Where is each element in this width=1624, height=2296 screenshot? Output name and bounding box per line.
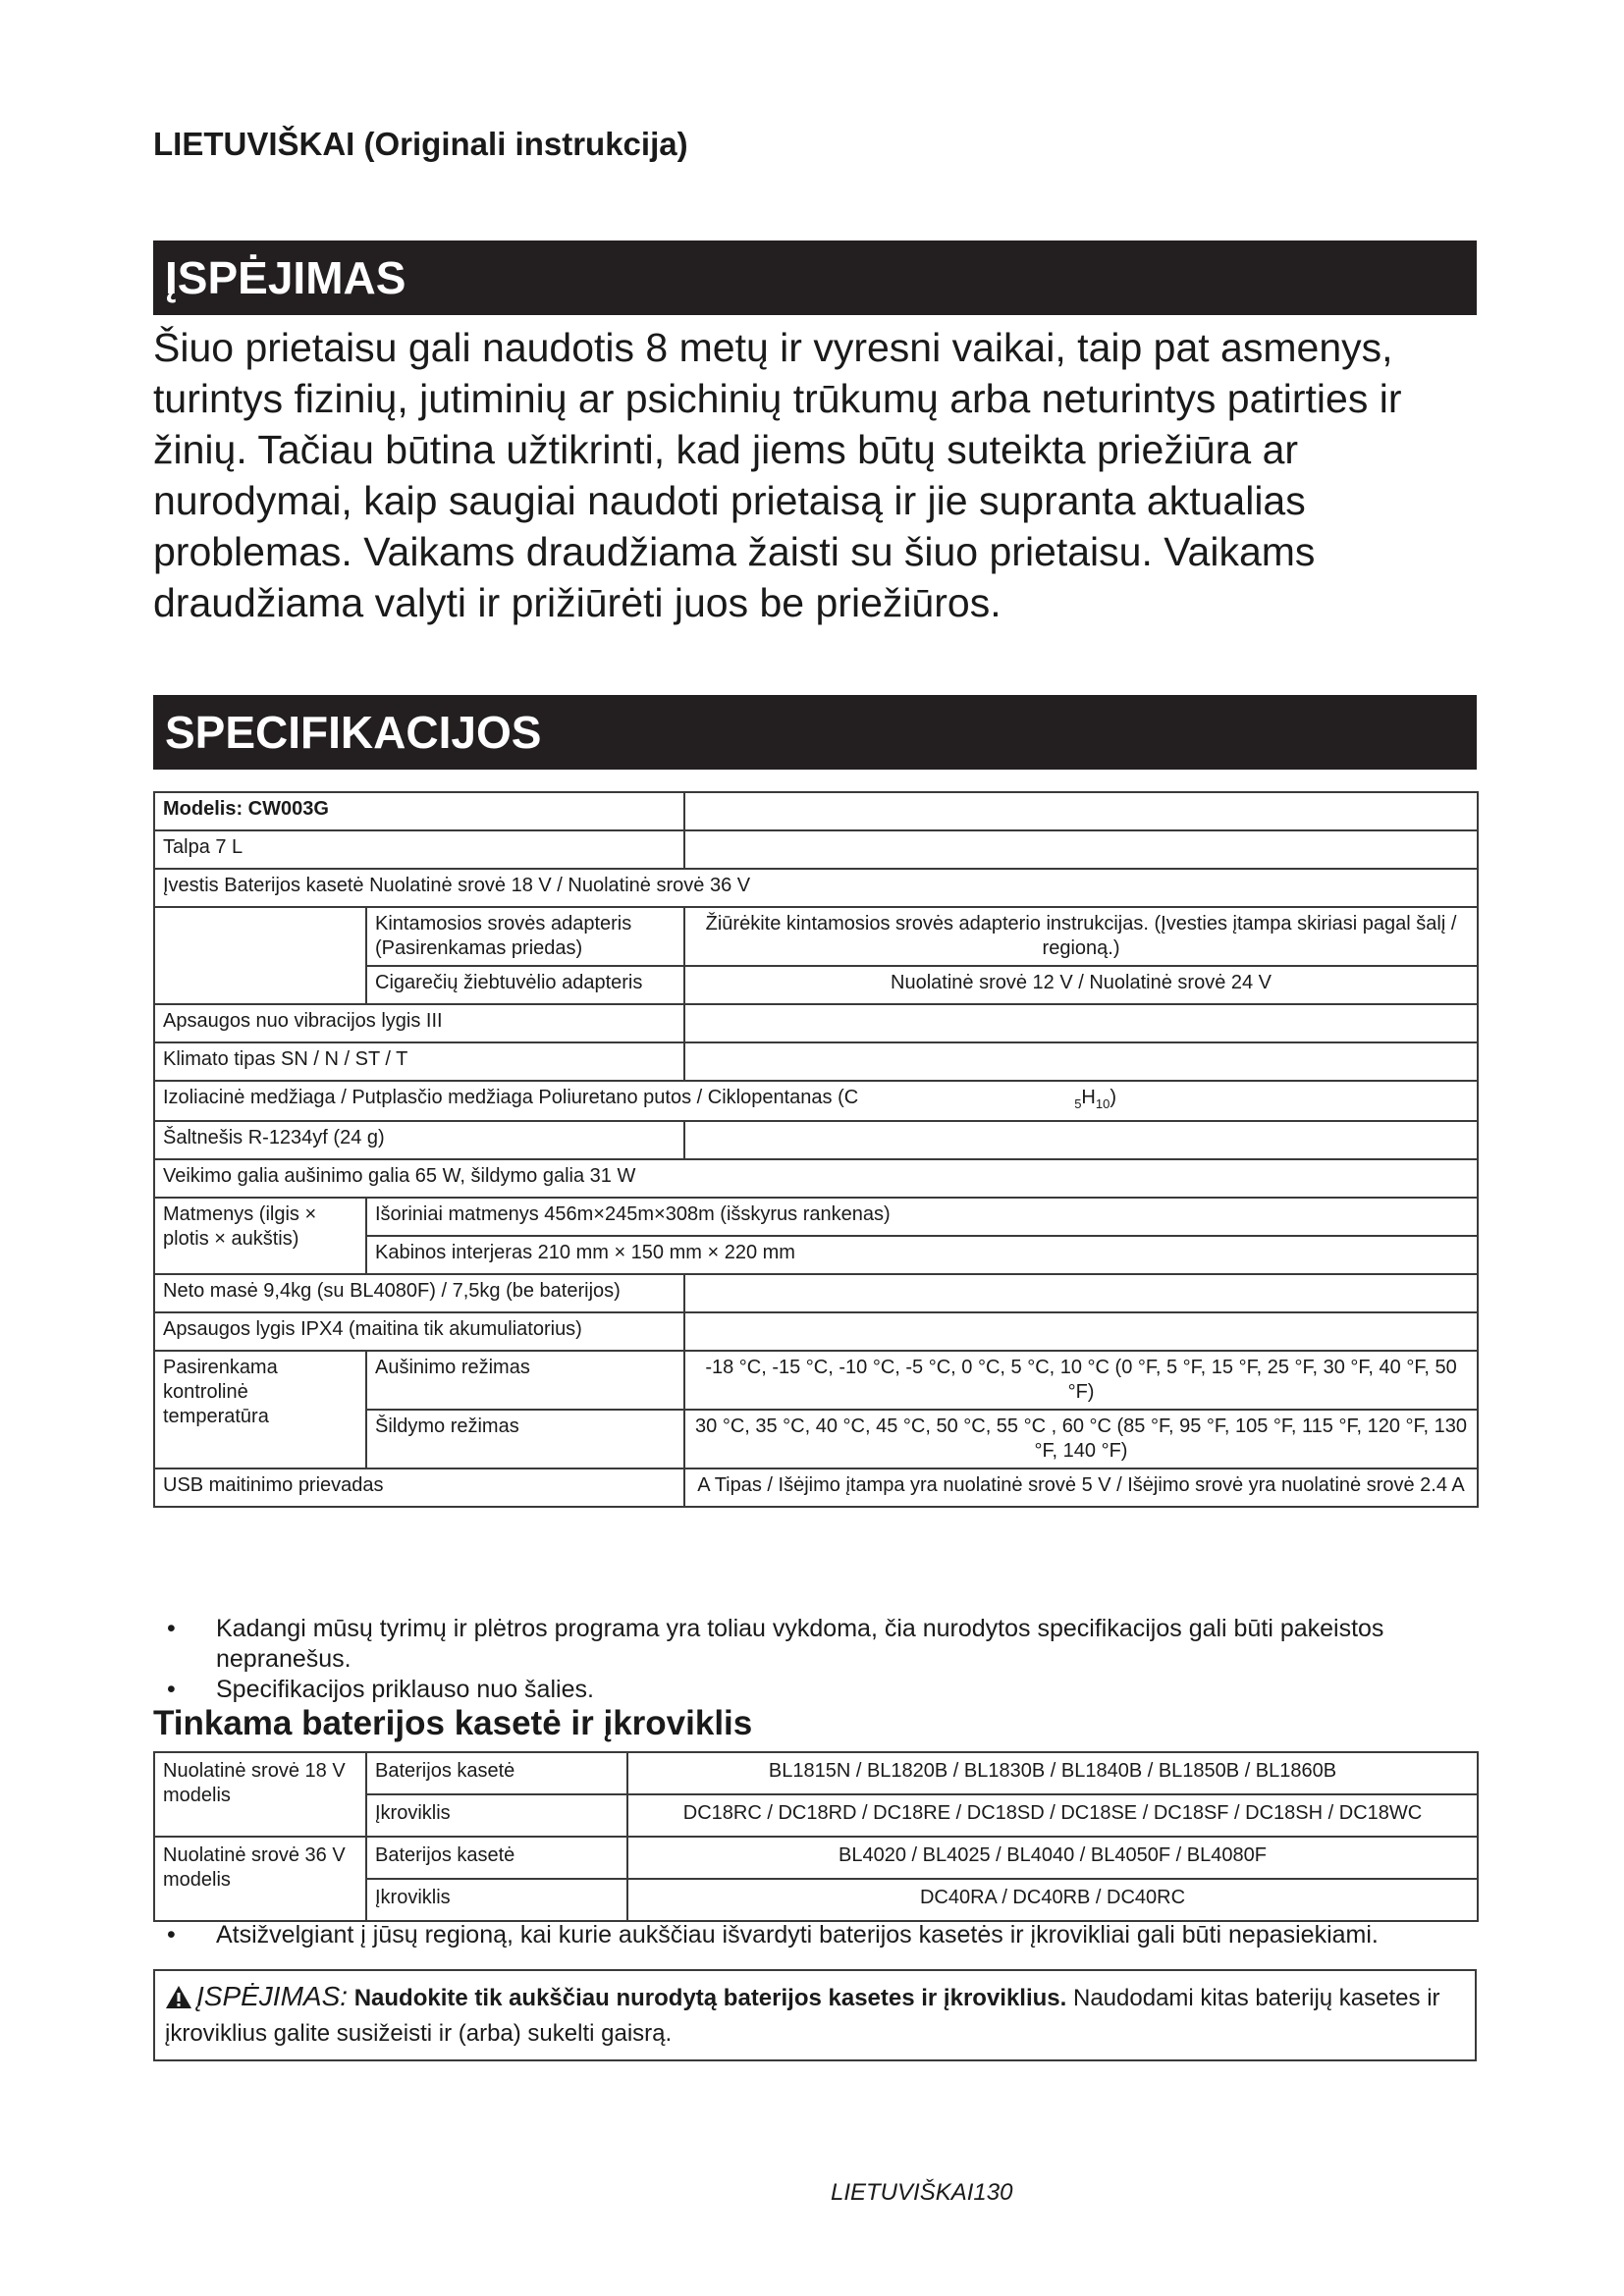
table-row bbox=[154, 1081, 1478, 1121]
empty-cell bbox=[154, 907, 366, 966]
insulation-subscript-c: 5 bbox=[1074, 1096, 1082, 1111]
region-notes bbox=[153, 1920, 1489, 1950]
battery-36v-list: BL4020 / BL4025 / BL4040 / BL4050F / BL4080F bbox=[627, 1837, 1478, 1879]
outer-dimensions-cell: Išoriniai matmenys 456m×245m×308m (išskyrus rankenas) bbox=[366, 1198, 1478, 1236]
insulation-cell bbox=[154, 1081, 1478, 1121]
empty-cell bbox=[684, 792, 1478, 830]
dimensions-label: Matmenys (ilgis × plotis × aukštis) bbox=[154, 1198, 366, 1274]
battery-charger-table bbox=[153, 1751, 1479, 1922]
input-battery-cell: Įvestis Baterijos kasetė Nuolatinė srovė 18 V / Nuolatinė srovė 36 V bbox=[154, 869, 1478, 907]
table-row bbox=[154, 1274, 1478, 1312]
net-mass-cell: Neto masė 9,4kg (su BL4080F) / 7,5kg (be baterijos) bbox=[154, 1274, 684, 1312]
cooling-mode-label: Aušinimo režimas bbox=[366, 1351, 684, 1410]
insulation-subscript-h: 10 bbox=[1095, 1096, 1110, 1111]
table-row bbox=[154, 1042, 1478, 1081]
cigarette-adapter-value: Nuolatinė srovė 12 V / Nuolatinė srovė 24 V bbox=[684, 966, 1478, 1004]
empty-cell bbox=[684, 1004, 1478, 1042]
table-row bbox=[154, 1752, 1478, 1794]
warning-banner: ĮSPĖJIMAS bbox=[153, 240, 1477, 315]
usb-port-label: USB maitinimo prievadas bbox=[154, 1468, 684, 1507]
model-cell: Modelis: CW003G bbox=[154, 792, 684, 830]
charger-label: Įkroviklis bbox=[366, 1794, 627, 1837]
heating-mode-label: Šildymo režimas bbox=[366, 1410, 684, 1468]
empty-cell bbox=[684, 1274, 1478, 1312]
insulation-h: H bbox=[1081, 1087, 1096, 1108]
table-row bbox=[154, 1312, 1478, 1351]
warning-triangle-icon bbox=[165, 1985, 192, 2018]
caution-box bbox=[153, 1969, 1477, 2061]
insulation-text: Izoliacinė medžiaga / Putplasčio medžiaga Poliuretano putos / Ciklopentanas (C bbox=[163, 1087, 859, 1108]
vibration-cell: Apsaugos nuo vibracijos lygis III bbox=[154, 1004, 684, 1042]
table-row bbox=[154, 1159, 1478, 1198]
group-18v-label: Nuolatinė srovė 18 V modelis bbox=[154, 1752, 366, 1837]
empty-cell bbox=[684, 1312, 1478, 1351]
ac-adapter-value: Žiūrėkite kintamosios srovės adapterio instrukcijas. (Įvesties įtampa skiriasi pagal šalį / regioną.) bbox=[684, 907, 1478, 966]
language-heading: LIETUVIŠKAI (Originali instrukcija) bbox=[153, 126, 688, 162]
usb-port-value: A Tipas / Išėjimo įtampa yra nuolatinė srovė 5 V / Išėjimo srovė yra nuolatinė srovė 2.4 A bbox=[684, 1468, 1478, 1507]
empty-cell bbox=[154, 966, 366, 1004]
protection-cell: Apsaugos lygis IPX4 (maitina tik akumuliatorius) bbox=[154, 1312, 684, 1351]
note-text: Specifikacijos priklauso nuo šalies. bbox=[216, 1676, 594, 1703]
specifications-table bbox=[153, 791, 1479, 1508]
caution-text: Naudodami kitas baterijų kasetes ir įkroviklius galite susižeisti ir (arba) sukelti gaisrą. bbox=[165, 1985, 1440, 2047]
ac-adapter-label: Kintamosios srovės adapteris (Pasirenkamas priedas) bbox=[366, 907, 684, 966]
table-row bbox=[154, 1351, 1478, 1410]
group-36v-label: Nuolatinė srovė 36 V modelis bbox=[154, 1837, 366, 1921]
list-item: • Specifikacijos priklauso nuo šalies. bbox=[167, 1676, 594, 1703]
warning-paragraph: Šiuo prietaisu gali naudotis 8 metų ir vyresni vaikai, taip pat asmenys, turintys fizinių, jutiminių ar psichinių trūkumų arba neturintys patirties ir žinių. Tačiau būtina užtikrinti, kad jiems būtų suteikta priežiūra ar nurodymai, kaip saugiai naudoti prietaisą ir jie supranta aktualias problemas. Vaikams draudžiama žaisti su šiuo prietaisu. Vaikams draudžiama valyti ir prižiūrėti juos be priežiūros. bbox=[153, 325, 1402, 625]
table-row bbox=[154, 869, 1478, 907]
table-row bbox=[154, 1198, 1478, 1236]
table-row bbox=[154, 1121, 1478, 1159]
page-footer: LIETUVIŠKAI130 bbox=[831, 2179, 1013, 2206]
insulation-end: ) bbox=[1110, 1087, 1117, 1108]
caution-label: ĮSPĖJIMAS: bbox=[196, 1981, 349, 2011]
table-row bbox=[154, 1468, 1478, 1507]
charger-label: Įkroviklis bbox=[366, 1879, 627, 1921]
refrigerant-cell: Šaltnešis R-1234yf (24 g) bbox=[154, 1121, 684, 1159]
specifications-banner: SPECIFIKACIJOS bbox=[153, 695, 1477, 770]
battery-heading: Tinkama baterijos kasetė ir įkroviklis bbox=[153, 1704, 753, 1742]
heating-mode-value: 30 °C, 35 °C, 40 °C, 45 °C, 50 °C, 55 °C , 60 °C (85 °F, 95 °F, 105 °F, 115 °F, 120 °F, 130 °F, 140 °F) bbox=[684, 1410, 1478, 1468]
table-row bbox=[154, 1004, 1478, 1042]
spec-notes bbox=[153, 1614, 1489, 1705]
cooling-mode-value: -18 °C, -15 °C, -10 °C, -5 °C, 0 °C, 5 °C, 10 °C (0 °F, 5 °F, 15 °F, 25 °F, 30 °F, 40 °F, 50 °F) bbox=[684, 1351, 1478, 1410]
temperature-label: Pasirenkama kontrolinė temperatūra bbox=[154, 1351, 366, 1468]
list-item: • Kadangi mūsų tyrimų ir plėtros programa yra toliau vykdoma, čia nurodytos specifikacijos gali būti pakeistos nepranešus. bbox=[167, 1615, 1384, 1673]
charger-36v-list: DC40RA / DC40RB / DC40RC bbox=[627, 1879, 1478, 1921]
list-item: • Atsižvelgiant į jūsų regioną, kai kurie aukščiau išvardyti baterijos kasetės ir įkrovikliai gali būti nepasiekiami. bbox=[167, 1921, 1379, 1949]
climate-cell: Klimato tipas SN / N / ST / T bbox=[154, 1042, 684, 1081]
power-cell: Veikimo galia aušinimo galia 65 W, šildymo galia 31 W bbox=[154, 1159, 1478, 1198]
empty-cell bbox=[684, 1121, 1478, 1159]
inner-dimensions-cell: Kabinos interjeras 210 mm × 150 mm × 220 mm bbox=[366, 1236, 1478, 1274]
battery-18v-list: BL1815N / BL1820B / BL1830B / BL1840B / BL1850B / BL1860B bbox=[627, 1752, 1478, 1794]
table-row bbox=[154, 792, 1478, 830]
table-row bbox=[154, 830, 1478, 869]
capacity-cell: Talpa 7 L bbox=[154, 830, 684, 869]
table-row bbox=[154, 966, 1478, 1004]
table-row bbox=[154, 907, 1478, 966]
battery-label: Baterijos kasetė bbox=[366, 1837, 627, 1879]
charger-18v-list: DC18RC / DC18RD / DC18RE / DC18SD / DC18SE / DC18SF / DC18SH / DC18WC bbox=[627, 1794, 1478, 1837]
note-text: Atsižvelgiant į jūsų regioną, kai kurie aukščiau išvardyti baterijos kasetės ir įkrovikliai gali būti nepasiekiami. bbox=[216, 1921, 1379, 1949]
table-row bbox=[154, 1837, 1478, 1879]
cigarette-adapter-label: Cigarečių žiebtuvėlio adapteris bbox=[366, 966, 684, 1004]
empty-cell bbox=[684, 1042, 1478, 1081]
battery-label: Baterijos kasetė bbox=[366, 1752, 627, 1794]
empty-cell bbox=[684, 830, 1478, 869]
caution-bold-text: Naudokite tik aukščiau nurodytą baterijos kasetes ir įkroviklius. bbox=[353, 1985, 1067, 2011]
note-text: Kadangi mūsų tyrimų ir plėtros programa yra toliau vykdoma, čia nurodytos specifikacijos gali būti pakeistos nepranešus. bbox=[216, 1615, 1384, 1673]
